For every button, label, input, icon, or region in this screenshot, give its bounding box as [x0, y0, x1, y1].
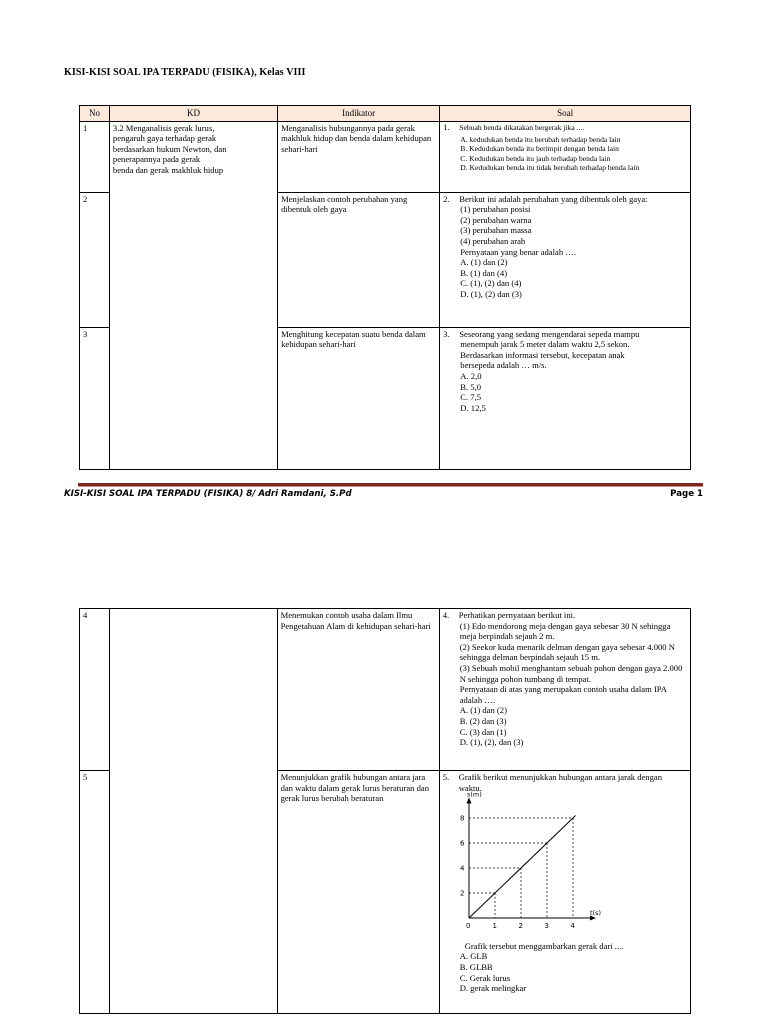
table-row: [80, 121, 691, 192]
option: D. Kedudukan benda itu tidak berubah terhadap benda lain: [460, 163, 640, 173]
chart-svg: [447, 790, 601, 936]
question-text-after-graph: Grafik tersebut menggambarkan gerak dari ....: [464, 940, 624, 951]
footer-author: KISI-KISI SOAL IPA TERPADU (FISIKA) 8/ Adri Ramdani, S.Pd: [64, 489, 352, 499]
option: A. GLB: [459, 951, 488, 962]
y-tick-label: 8: [459, 814, 465, 823]
statement: (3) Sebuah mobil menghantam sebuah pohon dengan gaya 2.000 N sehingga pohon tumbang di tempat.: [459, 662, 683, 684]
document-title: KISI-KISI SOAL IPA TERPADU (FISIKA), Kelas VIII: [64, 67, 306, 78]
header-indikator: Indikator: [278, 106, 440, 122]
question-text: Berikut ini adalah perubahan yang dibentuk oleh gaya:: [459, 193, 648, 204]
soal-cell: [439, 771, 690, 1014]
question-prompt: Pernyataan yang benar adalah ….: [460, 246, 577, 257]
question-line: Berdasarkan informasi tersebut, kecepatan anak: [460, 349, 625, 360]
option: C. Gerak lurus: [459, 972, 511, 983]
kisi-kisi-table-page2: [79, 608, 691, 1014]
x-tick-label: 0: [465, 922, 471, 931]
question-prompt: Pernyataan di atas yang merupakan contoh usaha dalam IPA adalah ….: [459, 684, 667, 705]
footer-divider-thin: [78, 486, 703, 487]
row-number: 3: [80, 327, 110, 469]
option: D. (1), (2) dan (3): [460, 288, 522, 299]
option: A. kedudukan benda itu berubah terhadap benda lain: [460, 135, 621, 144]
soal-cell: [440, 121, 691, 192]
question-line: bersepeda adalah … m/s.: [460, 360, 547, 371]
statement: (1) Edo mendorong meja dengan gaya sebesar 30 N sehingga meja berpindah sejauh 2 m.: [459, 620, 671, 642]
x-tick-label: 2: [518, 922, 523, 931]
statement: (3) perubahan massa: [460, 225, 532, 236]
option: A. (1) dan (2): [459, 705, 507, 716]
x-tick-label: 1: [492, 922, 497, 931]
soal-cell: [439, 609, 690, 771]
x-axis-label: t(s): [589, 909, 601, 918]
x-tick-label: 4: [570, 922, 575, 931]
indikator-cell: Menunjukkan grafik hubungan antara jara dan waktu dalam gerak lurus beraturan dan gerak lurus berubah beraturan: [277, 771, 439, 1014]
statement: (2) perubahan warna: [460, 214, 532, 225]
indikator-cell: Menghitung kecepatan suatu benda dalam kehidupan sehari-hari: [278, 327, 440, 469]
header-soal: Soal: [440, 106, 691, 122]
footer-page-number: Page 1: [670, 489, 703, 499]
row-number: 1: [80, 121, 110, 192]
data-line: [469, 816, 576, 919]
y-tick-label: 4: [459, 864, 465, 873]
option: B. (2) dan (3): [459, 715, 507, 726]
kd-line: berdasarkan hukum Newton, dan: [112, 143, 227, 154]
kd-line: 3.2 Menganalisis gerak lurus,: [112, 122, 215, 133]
option: C. (1), (2) dan (4): [460, 278, 522, 289]
soal-cell: [440, 327, 691, 469]
option: D. 12,5: [460, 402, 486, 413]
question-text: Seseorang yang sedang mengendarai sepeda mampu: [459, 328, 640, 339]
row-number: 4: [80, 609, 110, 771]
statement: (2) Seekor kuda menarik delman dengan gaya sebesar 4.000 N sehingga delman berpindah sejauh 15 m.: [459, 641, 675, 663]
statement: (1) perubahan posisi: [460, 204, 531, 215]
header-no: No: [80, 106, 110, 122]
option: C. (3) dan (1): [459, 726, 507, 737]
question-text: Perhatikan pernyataan berikut ini.: [458, 610, 576, 620]
question-number: 2.: [443, 193, 450, 204]
question-text: Grafik berikut menunjukkan hubungan antara jarak dengan waktu.: [458, 772, 663, 793]
header-kd: KD: [109, 106, 277, 122]
option: B. (1) dan (4): [460, 267, 508, 278]
soal-cell: [440, 192, 691, 327]
kd-cell: [109, 121, 277, 469]
table-header-row: [80, 106, 691, 122]
row-number: 2: [80, 192, 110, 327]
question-number: 3.: [443, 328, 450, 339]
option: C. 7,5: [460, 392, 482, 403]
kd-cell-empty: [109, 609, 277, 1014]
kd-line: pengaruh gaya terhadap gerak: [112, 133, 217, 144]
indikator-cell: Menjelaskan contoh perubahan yang dibentuk oleh gaya: [278, 192, 440, 327]
option: A. 2,0: [460, 370, 482, 381]
question-text: Sebuah benda dikatakan bergerak jika ....: [459, 122, 585, 132]
question-number: 5.: [442, 772, 450, 782]
option: A. (1) dan (2): [460, 257, 508, 268]
y-axis-label: s(m): [466, 790, 482, 799]
kd-line: benda dan gerak makhluk hidup: [112, 164, 224, 175]
distance-time-graph: [447, 790, 687, 939]
y-tick-label: 6: [459, 839, 465, 848]
option: D. (1), (2), dan (3): [459, 737, 524, 748]
statement: (4) perubahan arah: [460, 235, 526, 246]
row-number: 5: [80, 771, 110, 1014]
question-number: 4.: [442, 610, 450, 620]
option: C. Kedudukan benda itu jauh terhadap benda lain: [460, 153, 611, 163]
indikator-cell: Menemukan contoh usaha dalam Ilmu Pengetahuan Alam di kehidupan sehari-hari: [277, 609, 439, 771]
option: B. GLBB: [459, 961, 493, 972]
option: B. 5,0: [460, 381, 482, 392]
option: B. Kedudukan benda itu berimpit dengan benda lain: [460, 144, 619, 154]
y-tick-label: 2: [459, 889, 465, 898]
table-row: [80, 609, 691, 771]
question-number: 1.: [443, 121, 450, 132]
kd-line: penerapannya pada gerak: [112, 154, 201, 165]
kisi-kisi-table-page1: [79, 105, 691, 470]
x-tick-label: 3: [544, 922, 549, 931]
option: D. gerak melingkar: [459, 983, 527, 994]
question-line: menempuh jarak 5 meter dalam waktu 2,5 sekon.: [460, 339, 630, 350]
indikator-cell: Menganalisis hubungannya pada gerak makhluk hidup dan benda dalam kehidupan sehari-hari: [278, 121, 440, 192]
